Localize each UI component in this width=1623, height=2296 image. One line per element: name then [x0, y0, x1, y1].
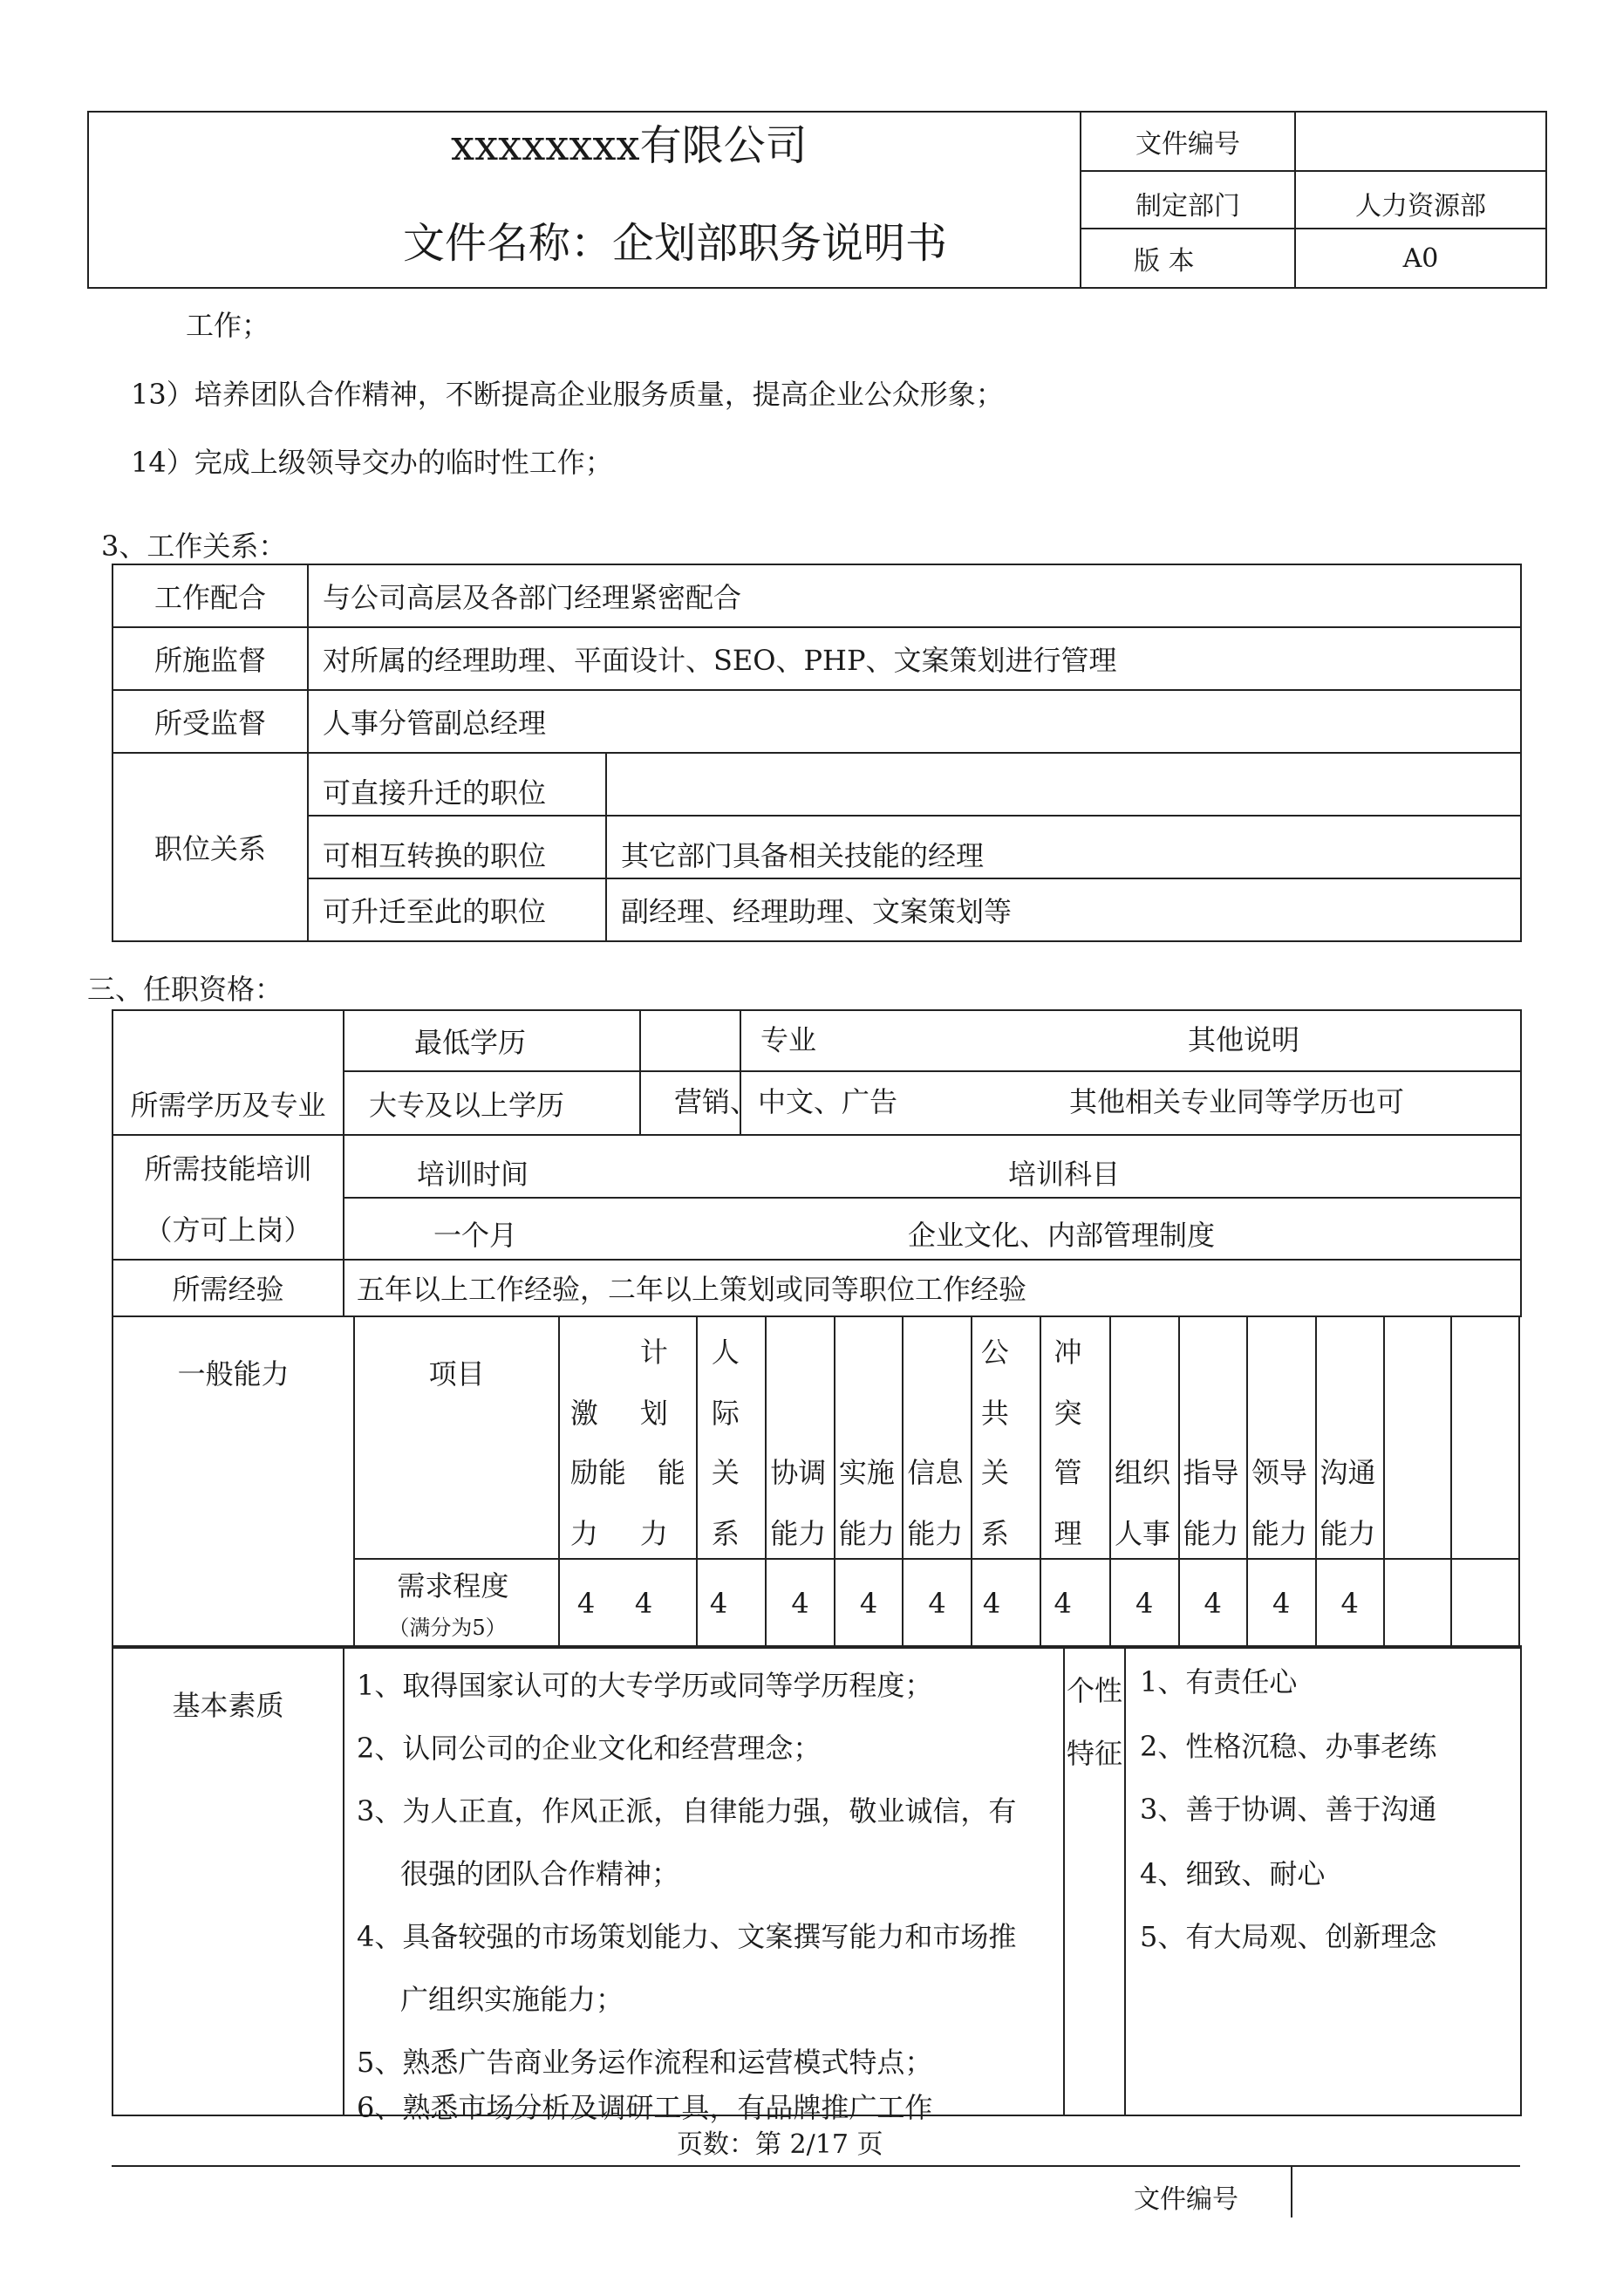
trait-label	[1064, 1646, 1125, 2115]
training-value-time: 一个月	[433, 1219, 518, 1252]
ability-col-motivation-planning	[559, 1316, 697, 1559]
ability-col10-line2: 能力	[1183, 1517, 1239, 1550]
section-work-relations-title: 3、工作关系：	[101, 530, 287, 563]
ability-level-leadership: 4	[1272, 1587, 1291, 1620]
basic-item-6: 6、熟悉市场分析及调研工具，有品牌推广工作	[357, 2091, 933, 2124]
position-relation-label: 职位关系	[113, 753, 308, 941]
section-qualification-title: 三、任职资格：	[87, 973, 283, 1006]
ability-col7-line1: 公	[980, 1336, 1009, 1369]
footer-rule	[112, 2165, 1520, 2167]
document-title: 文件名称：企划部职务说明书	[403, 219, 948, 268]
ability-level-communication: 4	[1340, 1587, 1359, 1620]
basic-quality-table	[112, 1645, 1522, 2124]
ability-col4-line1: 协调	[770, 1456, 827, 1489]
education-other-wrapper	[740, 1010, 1521, 1071]
header-value-dept: 人力资源部	[1295, 171, 1546, 229]
ability-level-public-relations: 4	[982, 1587, 1001, 1620]
ability-level-cell-11	[1247, 1559, 1316, 1648]
ability-col7-line4: 系	[980, 1517, 1009, 1550]
basic-item-4-cont: 广组织实施能力；	[400, 1983, 624, 2016]
trait-items	[1125, 1646, 1521, 2115]
ability-col9-line1: 组织	[1115, 1456, 1171, 1489]
education-header-min: 最低学历	[344, 1010, 640, 1071]
body-line-14: 14）完成上级领导交办的临时性工作；	[131, 446, 613, 479]
training-header-time: 培训时间	[417, 1158, 529, 1191]
position-label-promote-from: 可升迁至此的职位	[308, 878, 606, 941]
footer-page-number: 页数：第 2/17 页	[677, 2129, 883, 2160]
header-value-docno	[1295, 112, 1546, 171]
ability-col-guidance	[1179, 1316, 1248, 1559]
ability-col6-line2: 能力	[907, 1517, 964, 1550]
education-training-table	[112, 1009, 1522, 1317]
work-relations-table	[112, 564, 1522, 942]
ability-level-information: 4	[928, 1587, 946, 1620]
ability-level-empty-1	[1384, 1559, 1451, 1648]
ability-col7-line2: 共	[980, 1397, 1009, 1430]
trait-5: 5、有大局观、创新理念	[1140, 1920, 1437, 1953]
ability-col5-line1: 实施	[838, 1456, 895, 1489]
ability-col1-line1: 激	[569, 1397, 598, 1430]
ability-col8-line3: 管	[1054, 1456, 1082, 1489]
ability-col-leadership	[1247, 1316, 1316, 1559]
relation-value-supervise: 对所属的经理助理、平面设计、SEO、PHP、文案策划进行管理	[308, 627, 1521, 690]
ability-col2-line1: 计	[639, 1336, 668, 1369]
ability-level-note: （满分为5）	[388, 1616, 507, 1640]
ability-col12-line2: 能力	[1320, 1517, 1376, 1550]
training-label-1: 所需技能培训	[113, 1135, 344, 1198]
header-title-cell	[88, 112, 1081, 288]
ability-level-empty-2	[1451, 1559, 1519, 1648]
ability-level-organization: 4	[1135, 1587, 1154, 1620]
trait-label-line2: 特征	[1067, 1737, 1123, 1770]
ability-col8-line4: 理	[1054, 1517, 1082, 1550]
ability-level-cell-3	[697, 1559, 767, 1648]
experience-label: 所需经验	[113, 1260, 344, 1316]
ability-col2-line4: 力	[639, 1517, 668, 1550]
education-header-major-spacer	[640, 1010, 740, 1071]
ability-col-execution	[835, 1316, 904, 1559]
header-label-version: 版 本	[1081, 229, 1295, 288]
ability-col10-line1: 指导	[1183, 1456, 1239, 1489]
trait-3: 3、善于协调、善于沟通	[1140, 1793, 1437, 1826]
position-value-promote-from: 副经理、经理助理、文案策划等	[606, 878, 1521, 941]
ability-level-planning: 4	[634, 1587, 653, 1620]
body-line-continuation: 工作；	[186, 309, 270, 342]
education-value-min: 大专及以上学历	[344, 1071, 640, 1134]
ability-level-interpersonal: 4	[709, 1587, 728, 1620]
position-label-promote-to: 可直接升迁的职位	[308, 753, 606, 816]
education-header-other: 其他说明	[1188, 1023, 1300, 1056]
education-value-other: 其他相关专业同等学历也可	[1069, 1085, 1405, 1118]
basic-quality-label-text: 基本素质	[172, 1689, 284, 1722]
ability-level-cell-10	[1179, 1559, 1248, 1648]
experience-value: 五年以上工作经验，二年以上策划或同等职位工作经验	[344, 1260, 1521, 1316]
basic-item-2: 2、认同公司的企业文化和经营理念；	[357, 1732, 822, 1765]
ability-col8-line1: 冲	[1054, 1336, 1082, 1369]
ability-col3-line4: 系	[711, 1517, 740, 1550]
relation-value-supervised-by: 人事分管副总经理	[308, 690, 1521, 753]
ability-col1-line2: 励能	[569, 1456, 626, 1489]
ability-col11-line2: 能力	[1251, 1517, 1308, 1550]
footer-next-divider	[1291, 2167, 1292, 2217]
ability-col6-line1: 信息	[907, 1456, 964, 1489]
ability-label	[113, 1316, 354, 1648]
ability-col-empty-1	[1384, 1316, 1451, 1559]
trait-label-line1: 个性	[1067, 1674, 1123, 1707]
training-value-subject: 企业文化、内部管理制度	[908, 1219, 1216, 1252]
relation-value-cooperate: 与公司高层及各部门经理紧密配合	[308, 564, 1521, 627]
ability-level-cell-7	[972, 1559, 1041, 1648]
relation-label-supervise: 所施监督	[113, 627, 308, 690]
education-value-major: 营销、中文、广告	[674, 1085, 898, 1118]
header-value-version: A0	[1295, 229, 1546, 288]
company-name: xxxxxxxx有限公司	[451, 121, 808, 170]
ability-col2-line3: 能	[657, 1456, 685, 1489]
ability-col7-line3: 关	[980, 1456, 1009, 1489]
position-value-promote-to	[606, 753, 1521, 816]
ability-level-cell-4	[766, 1559, 835, 1648]
basic-item-4: 4、具备较强的市场策划能力、文案撰写能力和市场推	[357, 1920, 1017, 1953]
basic-item-3: 3、为人正直，作风正派，自律能力强，敬业诚信，有	[357, 1794, 1017, 1828]
ability-level-execution: 4	[859, 1587, 878, 1620]
basic-item-5: 5、熟悉广告商业务运作流程和运营模式特点；	[357, 2046, 933, 2079]
ability-level-cell-12	[1316, 1559, 1385, 1648]
ability-level-cell-8	[1040, 1559, 1110, 1648]
ability-col-organization	[1110, 1316, 1179, 1559]
ability-level-cell-6	[903, 1559, 972, 1648]
trait-2: 2、性格沉稳、办事老练	[1140, 1730, 1437, 1763]
ability-col11-line1: 领导	[1251, 1456, 1308, 1489]
ability-col-coordination	[766, 1316, 835, 1559]
footer-next-doc-label: 文件编号	[1134, 2184, 1238, 2215]
relation-label-supervised-by: 所受监督	[113, 690, 308, 753]
ability-col5-line2: 能力	[838, 1517, 895, 1550]
ability-level-label-text: 需求程度	[397, 1569, 509, 1602]
ability-col-communication	[1316, 1316, 1385, 1559]
ability-level-cell-1-2	[559, 1559, 697, 1648]
basic-quality-items	[344, 1646, 1064, 2124]
position-label-transfer: 可相互转换的职位	[308, 816, 606, 878]
ability-item-label	[354, 1316, 558, 1559]
ability-level-label	[354, 1559, 558, 1648]
ability-item-label-text: 项目	[428, 1357, 485, 1391]
ability-level-cell-9	[1110, 1559, 1179, 1648]
ability-col-interpersonal	[697, 1316, 767, 1559]
ability-col9-line2: 人事	[1115, 1517, 1171, 1550]
education-label: 所需学历及专业	[113, 1010, 344, 1135]
basic-item-3-cont: 很强的团队合作精神；	[400, 1857, 680, 1890]
ability-level-coordination: 4	[791, 1587, 809, 1620]
ability-col4-line2: 能力	[770, 1517, 827, 1550]
ability-level-cell-5	[835, 1559, 904, 1648]
ability-col8-line2: 突	[1054, 1397, 1082, 1430]
ability-level-motivation: 4	[576, 1587, 596, 1620]
ability-col-conflict	[1040, 1316, 1110, 1559]
ability-col3-line2: 际	[711, 1397, 740, 1430]
ability-label-text: 一般能力	[177, 1357, 290, 1391]
body-line-13: 13）培养团队合作精神，不断提高企业服务质量，提高企业公众形象；	[131, 378, 1004, 411]
ability-col3-line1: 人	[711, 1336, 740, 1369]
ability-col3-line3: 关	[711, 1456, 740, 1489]
ability-col-information	[903, 1316, 972, 1559]
header-label-docno: 文件编号	[1081, 112, 1295, 171]
ability-col2-line2: 划	[639, 1397, 668, 1430]
ability-level-conflict: 4	[1054, 1587, 1072, 1620]
trait-1: 1、有责任心	[1140, 1665, 1298, 1698]
basic-quality-label	[113, 1646, 344, 2115]
ability-col12-line1: 沟通	[1320, 1456, 1376, 1489]
ability-col-empty-2	[1451, 1316, 1519, 1559]
relation-label-cooperate: 工作配合	[113, 564, 308, 627]
general-ability-table	[112, 1315, 1520, 1649]
training-label-2: （方可上岗）	[113, 1198, 344, 1259]
education-header-major: 专业	[760, 1023, 817, 1056]
basic-item-1: 1、取得国家认可的大专学历或同等学历程度；	[357, 1669, 933, 1702]
ability-level-guidance: 4	[1204, 1587, 1222, 1620]
header-label-dept: 制定部门	[1081, 171, 1295, 229]
position-value-transfer: 其它部门具备相关技能的经理	[606, 816, 1521, 878]
ability-col-public-relations	[972, 1316, 1041, 1559]
ability-col1-line3: 力	[569, 1517, 598, 1550]
trait-4: 4、细致、耐心	[1140, 1857, 1326, 1890]
training-header-subject: 培训科目	[1008, 1158, 1121, 1191]
